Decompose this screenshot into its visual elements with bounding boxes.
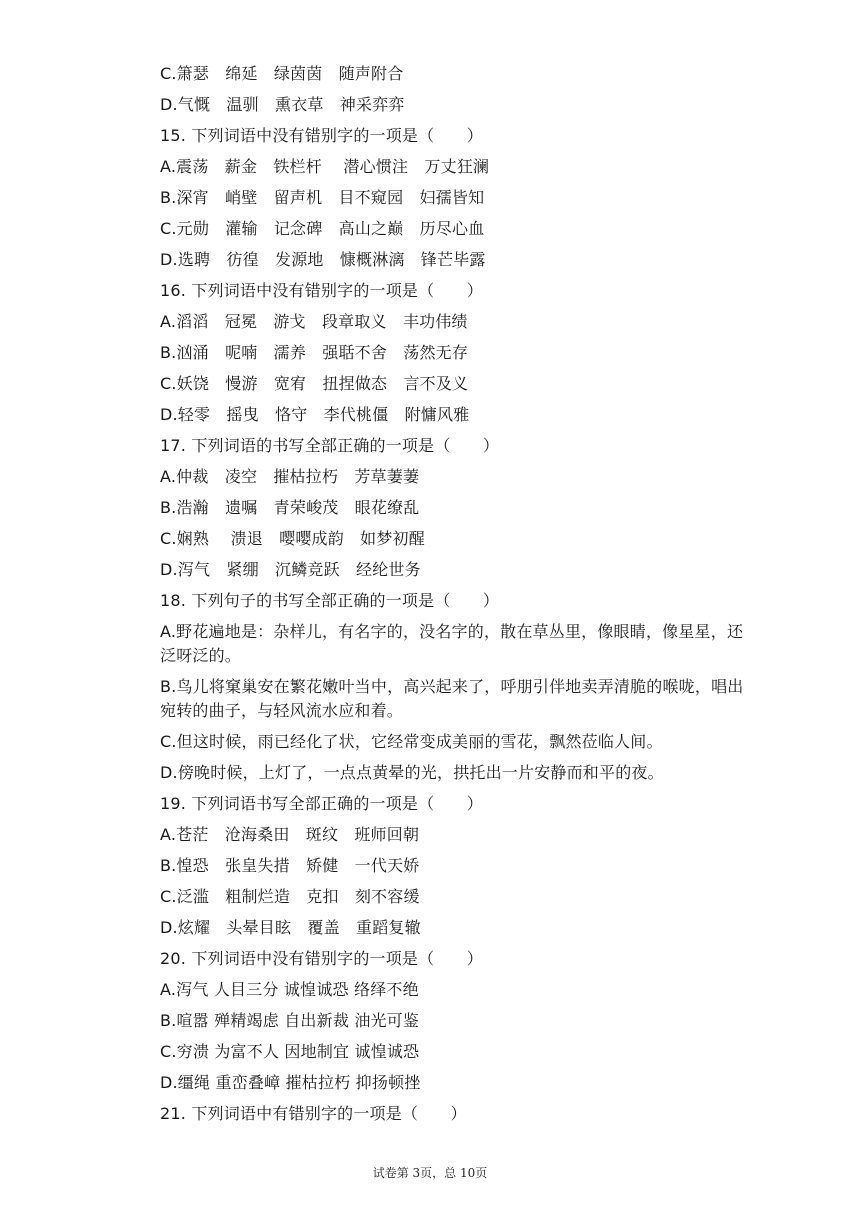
answer-option: B.喧嚣 殚精竭虑 自出新裁 油光可鉴 — [160, 1011, 420, 1030]
answer-option: A.震荡 薪金 铁栏杆 潜心惯注 万丈狂澜 — [160, 157, 490, 176]
answer-option: C.娴熟 溃退 嘤嘤成韵 如梦初醒 — [160, 529, 425, 548]
answer-option: A.仲裁 凌空 摧枯拉朽 芳草萋萋 — [160, 467, 420, 486]
question-stem: 19. 下列词语书写全部正确的一项是（ ） — [160, 794, 483, 813]
question-stem: 15. 下列词语中没有错别字的一项是（ ） — [160, 126, 483, 145]
answer-option: B.惶恐 张皇失措 矫健 一代天娇 — [160, 856, 420, 875]
answer-option: D.缰绳 重峦叠嶂 摧枯拉朽 抑扬顿挫 — [160, 1073, 421, 1092]
answer-option: D.炫耀 头晕目眩 覆盖 重蹈复辙 — [160, 918, 421, 937]
answer-option: B.浩瀚 遗嘱 青荣峻茂 眼花缭乱 — [160, 498, 420, 517]
answer-option: A.滔滔 冠冕 游戈 段章取义 丰功伟绩 — [160, 312, 468, 331]
answer-option: D.轻零 摇曳 恪守 李代桃僵 附慵风雅 — [160, 405, 470, 424]
answer-option: A.苍茫 沧海桑田 斑纹 班师回朝 — [160, 825, 420, 844]
answer-option: C.穷溃 为富不人 因地制宜 诚惶诚恐 — [160, 1042, 420, 1061]
answer-option: C.但这时候，雨已经化了状，它经常变成美丽的雪花，飘然莅临人间。 — [160, 732, 663, 751]
answer-option: C.妖饶 慢游 宽宥 扭捏做态 言不及义 — [160, 374, 469, 393]
question-stem: 18. 下列句子的书写全部正确的一项是（ ） — [160, 591, 500, 610]
page-footer: 试卷第 3页，总 10页 — [372, 1166, 488, 1180]
answer-option: A.野花遍地是：杂样儿，有名字的，没名字的，散在草丛里，像眼睛，像星星，还泛呀泛的。 — [160, 622, 744, 665]
answer-option: D.选聘 彷徨 发源地 慷概淋漓 锋芒毕露 — [160, 250, 486, 269]
answer-option: B.汹涌 呢喃 濡养 强聒不舍 荡然无存 — [160, 343, 469, 362]
answer-option: C.泛滥 粗制烂造 克扣 刻不容缓 — [160, 887, 420, 906]
answer-option: B.深宵 峭壁 留声机 目不窥园 妇孺皆知 — [160, 188, 485, 207]
question-stem: 20. 下列词语中没有错别字的一项是（ ） — [160, 949, 483, 968]
question-stem: 21. 下列词语中有错别字的一项是（ ） — [160, 1104, 467, 1123]
answer-option: D.傍晚时候，上灯了，一点点黄晕的光，拱托出一片安静而和平的夜。 — [160, 763, 664, 782]
question-list — [160, 62, 750, 1133]
question-stem: 17. 下列词语的书写全部正确的一项是（ ） — [160, 436, 500, 455]
answer-option: B.鸟儿将窠巢安在繁花嫩叶当中，高兴起来了，呼朋引伴地卖弄清脆的喉咙，唱出宛转的曲子，与轻风流水应和着。 — [160, 677, 744, 720]
answer-option: C.元勋 灌输 记念碑 高山之巅 历尽心血 — [160, 219, 485, 238]
answer-option: D.气慨 温驯 熏衣草 神采弈弈 — [160, 95, 405, 114]
question-stem: 16. 下列词语中没有错别字的一项是（ ） — [160, 281, 483, 300]
answer-option: D.泻气 紧绷 沉鳞竞跃 经纶世务 — [160, 560, 421, 579]
answer-option: A.泻气 人目三分 诚惶诚恐 络绎不绝 — [160, 980, 419, 999]
answer-option: C.箫瑟 绵延 绿茵茵 随声附合 — [160, 64, 404, 83]
